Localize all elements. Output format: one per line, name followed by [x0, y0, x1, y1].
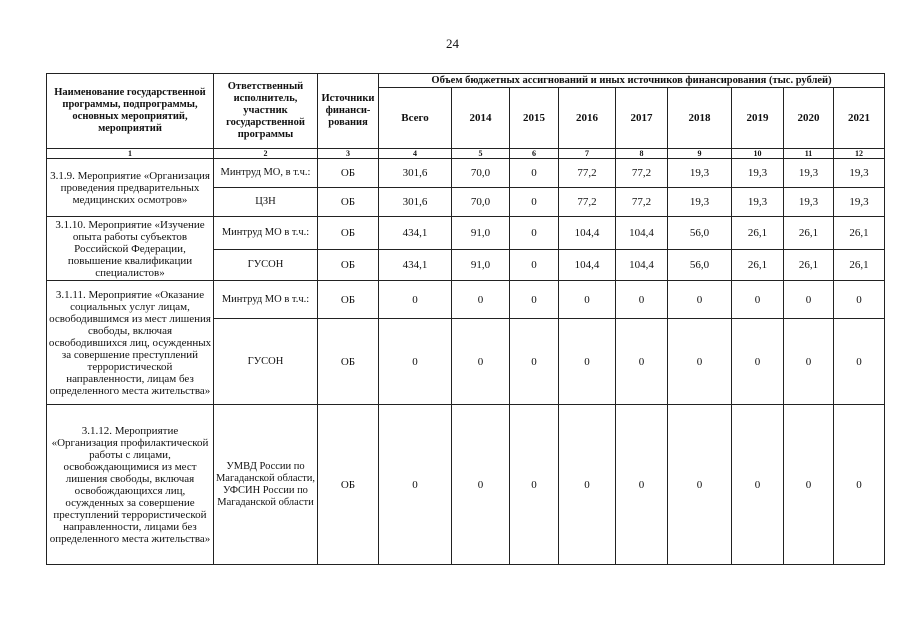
value-cell: 19,3: [732, 159, 784, 188]
value-cell: 0: [616, 319, 668, 405]
value-cell: 77,2: [559, 188, 616, 217]
table-row: [47, 281, 885, 319]
value-cell: 104,4: [616, 250, 668, 281]
header-year-2021: 2021: [834, 88, 885, 149]
value-cell: 0: [616, 405, 668, 565]
value-cell: 91,0: [452, 250, 510, 281]
value-cell: 77,2: [616, 188, 668, 217]
value-cell: 19,3: [784, 188, 834, 217]
value-cell: 19,3: [668, 188, 732, 217]
table-row: [47, 217, 885, 250]
header-year-2020: 2020: [784, 88, 834, 149]
column-number: 12: [834, 149, 885, 159]
value-cell: 0: [510, 281, 559, 319]
value-cell: 301,6: [379, 188, 452, 217]
executor-cell: Минтруд МО в т.ч.:: [214, 281, 318, 319]
column-number: 1: [47, 149, 214, 159]
value-cell: 0: [668, 281, 732, 319]
value-cell: 104,4: [616, 217, 668, 250]
value-cell: 0: [510, 319, 559, 405]
value-cell: 56,0: [668, 217, 732, 250]
value-cell: 26,1: [732, 217, 784, 250]
header-source: Источники финанси-рования: [318, 74, 379, 149]
value-cell: 0: [452, 405, 510, 565]
column-number: 4: [379, 149, 452, 159]
value-cell: 0: [732, 281, 784, 319]
value-cell: 0: [510, 217, 559, 250]
value-cell: 0: [452, 281, 510, 319]
value-cell: 104,4: [559, 217, 616, 250]
budget-table: [46, 73, 885, 565]
source-cell: ОБ: [318, 250, 379, 281]
value-cell: 70,0: [452, 188, 510, 217]
executor-cell: УМВД России по Магаданской области, УФСИН России по Магаданской области: [214, 405, 318, 565]
activity-name: 3.1.10. Мероприятие «Изучение опыта работы субъектов Российской Федерации, повышение квалификации специалистов»: [47, 217, 214, 281]
value-cell: 19,3: [668, 159, 732, 188]
page-number: 24: [446, 36, 459, 51]
header-year-2017: 2017: [616, 88, 668, 149]
activity-name: 3.1.11. Мероприятие «Оказание социальных услуг лицам, освободившимся из мест лишения свободы, включая освободившихся лиц, осужденных за совершение преступлений террористической направленности, лицам без определенного места жительства»: [47, 281, 214, 405]
source-cell: ОБ: [318, 281, 379, 319]
value-cell: 0: [510, 188, 559, 217]
header-year-2018: 2018: [668, 88, 732, 149]
header-row-top: [47, 74, 885, 88]
column-number-row: [47, 149, 885, 159]
executor-cell: ГУСОН: [214, 250, 318, 281]
value-cell: 0: [668, 319, 732, 405]
column-number: 10: [732, 149, 784, 159]
value-cell: 0: [834, 281, 885, 319]
value-cell: 0: [834, 405, 885, 565]
source-cell: ОБ: [318, 217, 379, 250]
value-cell: 0: [452, 319, 510, 405]
value-cell: 26,1: [784, 250, 834, 281]
value-cell: 0: [379, 405, 452, 565]
header-executor: Ответственный исполнитель, участник государственной программы: [214, 74, 318, 149]
value-cell: 0: [510, 405, 559, 565]
header-year-2015: 2015: [510, 88, 559, 149]
value-cell: 19,3: [834, 159, 885, 188]
value-cell: 0: [559, 405, 616, 565]
value-cell: 26,1: [834, 217, 885, 250]
header-year-2014: 2014: [452, 88, 510, 149]
executor-cell: ГУСОН: [214, 319, 318, 405]
source-cell: ОБ: [318, 188, 379, 217]
value-cell: 19,3: [834, 188, 885, 217]
value-cell: 0: [510, 250, 559, 281]
value-cell: 0: [559, 319, 616, 405]
value-cell: 434,1: [379, 217, 452, 250]
value-cell: 26,1: [834, 250, 885, 281]
value-cell: 0: [559, 281, 616, 319]
source-cell: ОБ: [318, 405, 379, 565]
activity-name: 3.1.9. Мероприятие «Организация проведения предварительных медицинских осмотров»: [47, 159, 214, 217]
executor-cell: ЦЗН: [214, 188, 318, 217]
activity-name: 3.1.12. Мероприятие «Организация профилактической работы с лицами, освобождающимися из мест лишения свободы, включая освобождающихся лиц, осужденных за совершение преступлений террористической направленности, лицами без определенного места жительства»: [47, 405, 214, 565]
column-number: 8: [616, 149, 668, 159]
executor-cell: Минтруд МО, в т.ч.:: [214, 159, 318, 188]
header-name: Наименование государственной программы, подпрограммы, основных мероприятий, мероприятий: [47, 74, 214, 149]
value-cell: 0: [784, 405, 834, 565]
column-number: 2: [214, 149, 318, 159]
value-cell: 0: [616, 281, 668, 319]
value-cell: 77,2: [559, 159, 616, 188]
value-cell: 91,0: [452, 217, 510, 250]
table-row: [47, 405, 885, 565]
value-cell: 0: [732, 319, 784, 405]
value-cell: 0: [784, 319, 834, 405]
value-cell: 77,2: [616, 159, 668, 188]
value-cell: 0: [379, 281, 452, 319]
value-cell: 19,3: [732, 188, 784, 217]
table-row: [47, 159, 885, 188]
column-number: 6: [510, 149, 559, 159]
column-number: 9: [668, 149, 732, 159]
column-number: 11: [784, 149, 834, 159]
header-year-2016: 2016: [559, 88, 616, 149]
value-cell: 104,4: [559, 250, 616, 281]
column-number: 5: [452, 149, 510, 159]
header-year-total: Всего: [379, 88, 452, 149]
executor-cell: Минтруд МО в т.ч.:: [214, 217, 318, 250]
value-cell: 26,1: [732, 250, 784, 281]
value-cell: 0: [379, 319, 452, 405]
value-cell: 0: [834, 319, 885, 405]
value-cell: 434,1: [379, 250, 452, 281]
column-number: 7: [559, 149, 616, 159]
value-cell: 0: [784, 281, 834, 319]
source-cell: ОБ: [318, 159, 379, 188]
value-cell: 26,1: [784, 217, 834, 250]
header-funding-group: Объем бюджетных ассигнований и иных источников финансирования (тыс. рублей): [379, 74, 885, 88]
value-cell: 70,0: [452, 159, 510, 188]
header-year-2019: 2019: [732, 88, 784, 149]
value-cell: 19,3: [784, 159, 834, 188]
value-cell: 0: [668, 405, 732, 565]
source-cell: ОБ: [318, 319, 379, 405]
value-cell: 56,0: [668, 250, 732, 281]
value-cell: 0: [732, 405, 784, 565]
column-number: 3: [318, 149, 379, 159]
value-cell: 301,6: [379, 159, 452, 188]
value-cell: 0: [510, 159, 559, 188]
